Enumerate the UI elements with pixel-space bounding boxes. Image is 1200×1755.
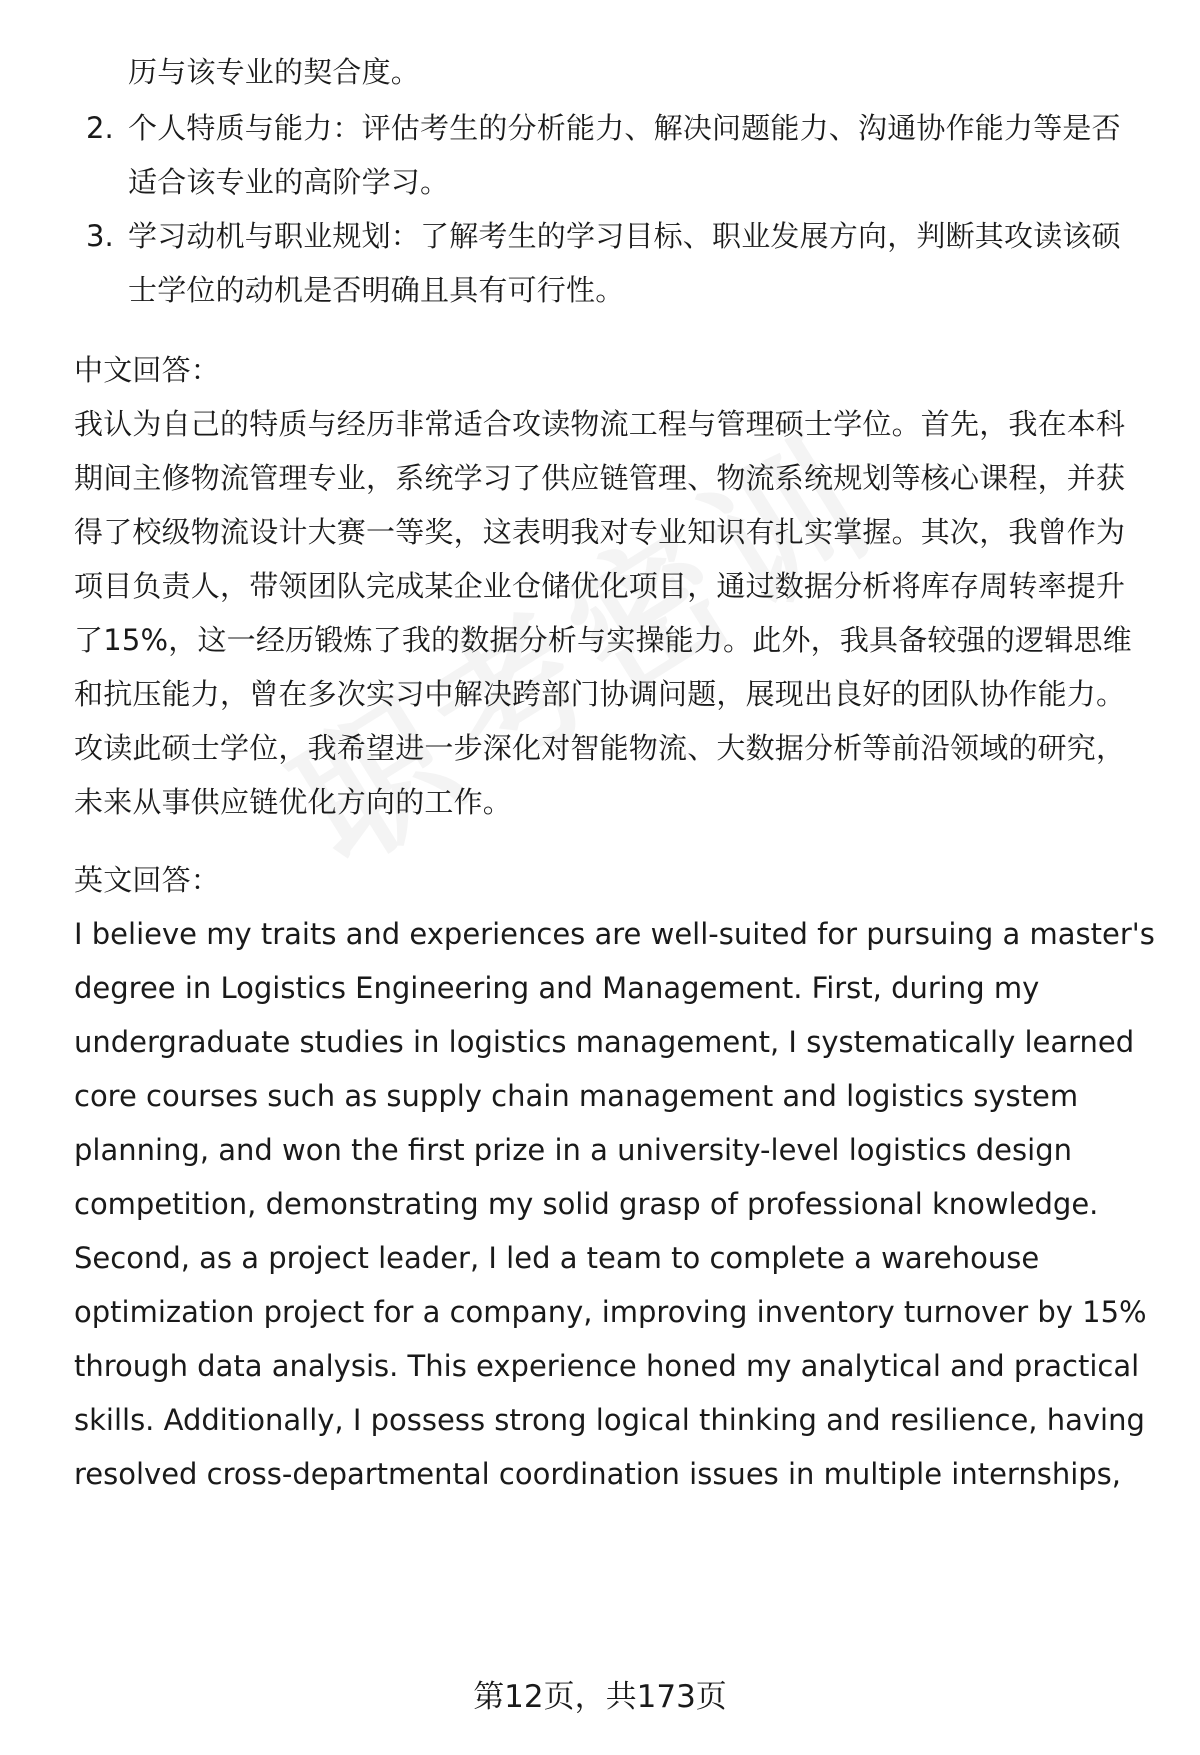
paragraph-line: 未来从事供应链优化方向的工作。 xyxy=(74,785,513,819)
paragraph-line: through data analysis. This experience honed my analytical and practical xyxy=(74,1349,1140,1383)
paragraph-line: 项目负责人，带领团队完成某企业仓储优化项目，通过数据分析将库存周转率提升 xyxy=(74,569,1126,603)
paragraph-line: skills. Additionally, I possess strong logical thinking and resilience, having xyxy=(74,1403,1145,1437)
paragraph-line: competition, demonstrating my solid grasp of professional knowledge. xyxy=(74,1187,1099,1221)
paragraph-line: 我认为自己的特质与经历非常适合攻读物流工程与管理硕士学位。首先，我在本科 xyxy=(74,407,1126,441)
list-item-line: 个人特质与能力：评估考生的分析能力、解决问题能力、沟通协作能力等是否 xyxy=(128,111,1121,145)
paragraph-line: optimization project for a company, improving inventory turnover by 15% xyxy=(74,1295,1147,1329)
page-number-footer: 第12页，共173页 xyxy=(473,1679,727,1715)
english-answer-heading: 英文回答： xyxy=(74,863,221,897)
paragraph-line: 和抗压能力，曾在多次实习中解决跨部门协调问题，展现出良好的团队协作能力。 xyxy=(74,677,1126,711)
list-item-line: 学习动机与职业规划：了解考生的学习目标、职业发展方向，判断其攻读该硕 xyxy=(128,219,1121,253)
list-number: 3. xyxy=(86,219,114,253)
paragraph-line: core courses such as supply chain management and logistics system xyxy=(74,1079,1079,1113)
list-item-line: 适合该专业的高阶学习。 xyxy=(128,165,450,199)
paragraph-line: 得了校级物流设计大赛一等奖，这表明我对专业知识有扎实掌握。其次，我曾作为 xyxy=(74,515,1126,549)
paragraph-line: degree in Logistics Engineering and Management. First, during my xyxy=(74,971,1040,1005)
paragraph-line: resolved cross-departmental coordination issues in multiple internships, xyxy=(74,1457,1122,1491)
list-item-line: 士学位的动机是否明确且具有可行性。 xyxy=(128,273,625,307)
list-number: 2. xyxy=(86,111,114,145)
paragraph-line: undergraduate studies in logistics management, I systematically learned xyxy=(74,1025,1135,1059)
paragraph-line: Second, as a project leader, I led a team to complete a warehouse xyxy=(74,1241,1040,1275)
paragraph-line: planning, and won the first prize in a university-level logistics design xyxy=(74,1133,1072,1167)
paragraph-line: 期间主修物流管理专业，系统学习了供应链管理、物流系统规划等核心课程，并获 xyxy=(74,461,1126,495)
chinese-answer-heading: 中文回答： xyxy=(74,353,221,387)
intro-tail: 历与该专业的契合度。 xyxy=(128,55,421,89)
paragraph-line: I believe my traits and experiences are well-suited for pursuing a master's xyxy=(74,917,1155,951)
paragraph-line: 了15%，这一经历锻炼了我的数据分析与实操能力。此外，我具备较强的逻辑思维 xyxy=(74,623,1132,657)
paragraph-line: 攻读此硕士学位，我希望进一步深化对智能物流、大数据分析等前沿领域的研究， xyxy=(74,731,1126,765)
